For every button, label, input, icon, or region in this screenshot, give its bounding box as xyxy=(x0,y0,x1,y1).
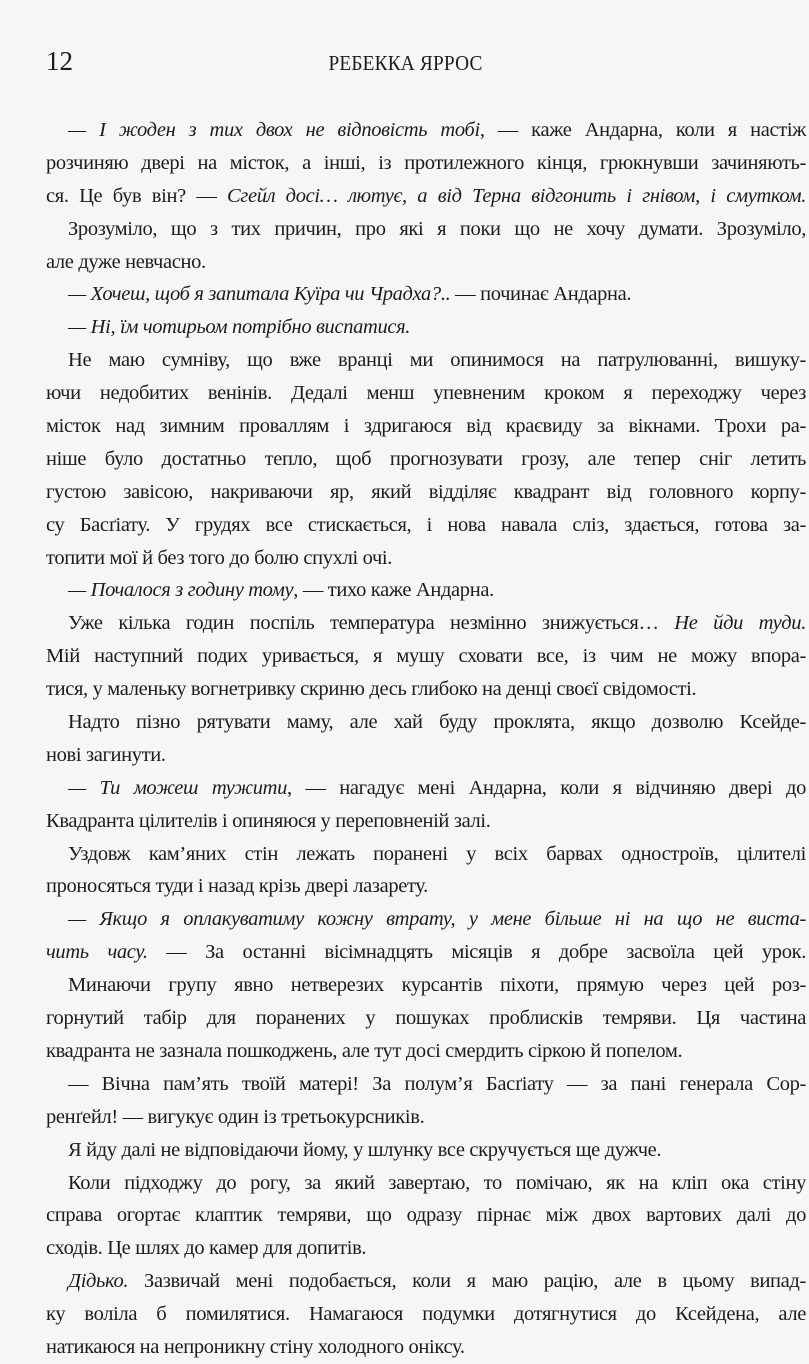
text-segment: квадранта не зазнала пошкоджень, але тут досі смердить сіркою й попелом. xyxy=(46,1039,683,1062)
text-segment: тися, у маленьку вогнетривку скриню десь глибоко на денці своєї свідомості. xyxy=(46,678,697,701)
text-segment: ся. Це був він? — xyxy=(46,184,227,207)
text-line xyxy=(46,311,806,344)
text-line xyxy=(46,542,806,575)
text-segment: , — тихо каже Андарна. xyxy=(293,579,494,602)
text-segment: сходів. Це шлях до камер для допитів. xyxy=(46,1237,367,1260)
text-segment: Зазвичай мені подобається, коли я маю рацію, але в цьому випад- xyxy=(128,1270,806,1293)
text-line xyxy=(46,640,806,673)
text-segment: ку воліла б помилятися. Намагаюся подумки дотягнутися до Ксейдена, але xyxy=(46,1303,806,1326)
text-line xyxy=(46,180,806,213)
text-line xyxy=(46,509,806,542)
text-segment: горнутий табір для поранених у пошуках проблисків темряви. Ця частина xyxy=(46,1007,806,1030)
text-line xyxy=(46,213,806,246)
text-segment: , — каже Андарна, коли я настіж xyxy=(479,119,806,141)
text-segment: розчиняю двері на місток, а інші, із протилежного кінця, грюкнувши зачиняють- xyxy=(46,151,806,174)
text-line xyxy=(46,443,806,476)
running-head xyxy=(46,44,805,78)
italic-text-segment: — I жоден з тих двох не відповість тобі xyxy=(68,119,480,141)
text-line xyxy=(46,1265,806,1298)
text-segment: проносяться туди і назад крізь двері лазарету. xyxy=(46,875,428,898)
text-line xyxy=(46,344,806,377)
text-line xyxy=(46,1199,806,1232)
text-line xyxy=(46,607,806,640)
text-line xyxy=(46,147,806,180)
text-segment: ніше було достатньо тепло, щоб прогнозувати грозу, але тепер сніг летить xyxy=(46,447,806,470)
text-segment: Уздовж кам’яних стін лежать поранені у всіх барвах одностроїв, цілителі xyxy=(68,842,806,865)
text-line xyxy=(46,1134,806,1167)
italic-text-segment: Не йди туди. xyxy=(674,612,806,635)
text-line xyxy=(46,1101,806,1134)
text-segment: Я йду далі не відповідаючи йому, у шлунку все скручується ще дужче. xyxy=(68,1138,662,1161)
text-line xyxy=(46,1331,806,1364)
text-segment: — починає Андарна. xyxy=(450,283,632,306)
text-line xyxy=(46,574,806,607)
text-line xyxy=(46,870,806,903)
text-line xyxy=(46,278,806,311)
italic-text-segment: — Почалося з годину тому xyxy=(68,579,294,602)
text-segment: — Вічна пам’ять твоїй матері! За полум’я Басґіату — за пані генерала Сор- xyxy=(68,1072,806,1095)
text-line xyxy=(46,1167,806,1200)
text-segment: Надто пізно рятувати маму, але хай буду проклята, якщо дозволю Ксейде- xyxy=(68,711,806,734)
text-segment: місток над зимним проваллям і здригаюся від краєвиду за вікнами. Трохи ра- xyxy=(46,415,806,438)
text-line xyxy=(46,838,806,871)
text-segment: густою завісою, накриваючи яр, який відділяє квадрант від головного корпу- xyxy=(46,480,806,503)
text-segment: ренґейл! — вигукує один із третьокурсників. xyxy=(46,1105,425,1128)
text-segment: справа огортає клаптик темряви, що одразу пірнає між двох вартових далі до xyxy=(46,1204,806,1227)
book-author: РЕБЕККА ЯРРОС xyxy=(328,51,483,75)
text-line xyxy=(46,936,806,969)
text-segment: Зрозуміло, що з тих причин, про які я поки що не хочу думати. Зрозуміло, xyxy=(68,217,806,240)
text-line xyxy=(46,739,806,772)
text-segment: топити мої й без того до болю спухлі очі. xyxy=(46,546,393,569)
text-segment: Мій наступний подих уривається, я мушу сховати все, із чим не можу впора- xyxy=(46,645,806,668)
text-segment: Уже кілька годин поспіль температура незмінно знижується… xyxy=(68,612,675,635)
text-line xyxy=(46,1002,806,1035)
text-segment: су Басґіату. У грудях все стискається, і нова навала сліз, здається, готова за- xyxy=(46,513,806,536)
italic-text-segment: чить часу. xyxy=(46,941,148,964)
page-number: 12 xyxy=(46,46,73,76)
text-segment: , — нагадує мені Андарна, коли я відчиняю двері до xyxy=(287,776,807,799)
text-line xyxy=(46,410,806,443)
text-line xyxy=(46,476,806,509)
italic-text-segment: — Ні, їм чотирьом потрібно виспатися. xyxy=(68,316,411,339)
text-line xyxy=(46,969,806,1002)
text-line xyxy=(46,805,806,838)
text-segment: натикаюся на непроникну стіну холодного оніксу. xyxy=(46,1335,465,1358)
text-line xyxy=(46,1068,806,1101)
text-segment: Коли підходжу до рогу, за який завертаю, то помічаю, як на кліп ока стіну xyxy=(68,1171,806,1194)
text-line xyxy=(46,673,806,706)
text-line xyxy=(46,706,806,739)
body-text xyxy=(46,114,806,1364)
text-segment: але дуже невчасно. xyxy=(46,250,206,273)
italic-text-segment: Сгейл досі… лютує, а від Терна відгонить і гнівом, і смутком. xyxy=(226,184,807,207)
text-segment: Не маю сумніву, що вже вранці ми опинимося на патрулюванні, вишуку- xyxy=(68,349,806,372)
italic-text-segment: Дідько. xyxy=(68,1270,129,1293)
text-line xyxy=(46,114,806,147)
text-line xyxy=(46,772,806,805)
text-segment: ючи недобитих венінів. Дедалі менш упевненим кроком я переходжу через xyxy=(46,382,806,405)
text-line xyxy=(46,903,806,936)
text-segment: — За останні вісімнадцять місяців я добре засвоїла цей урок. xyxy=(147,941,806,964)
text-line xyxy=(46,377,806,410)
text-line xyxy=(46,1035,806,1068)
text-segment: Квадранта цілителів і опиняюся у переповненій залі. xyxy=(46,809,491,832)
italic-text-segment: — Ти можеш тужити xyxy=(68,776,287,799)
text-line xyxy=(46,246,806,279)
italic-text-segment: — Хочеш, щоб я запитала Куїра чи Чрадха?.. xyxy=(68,283,451,306)
text-line xyxy=(46,1298,806,1331)
text-line xyxy=(46,1232,806,1265)
text-segment: Минаючи групу явно нетверезих курсантів піхоти, прямую через цей роз- xyxy=(68,974,806,997)
italic-text-segment: — Якщо я оплакуватиму кожну втрату, у мене більше ні на що не виста- xyxy=(68,908,806,931)
text-segment: нові загинути. xyxy=(46,743,166,766)
